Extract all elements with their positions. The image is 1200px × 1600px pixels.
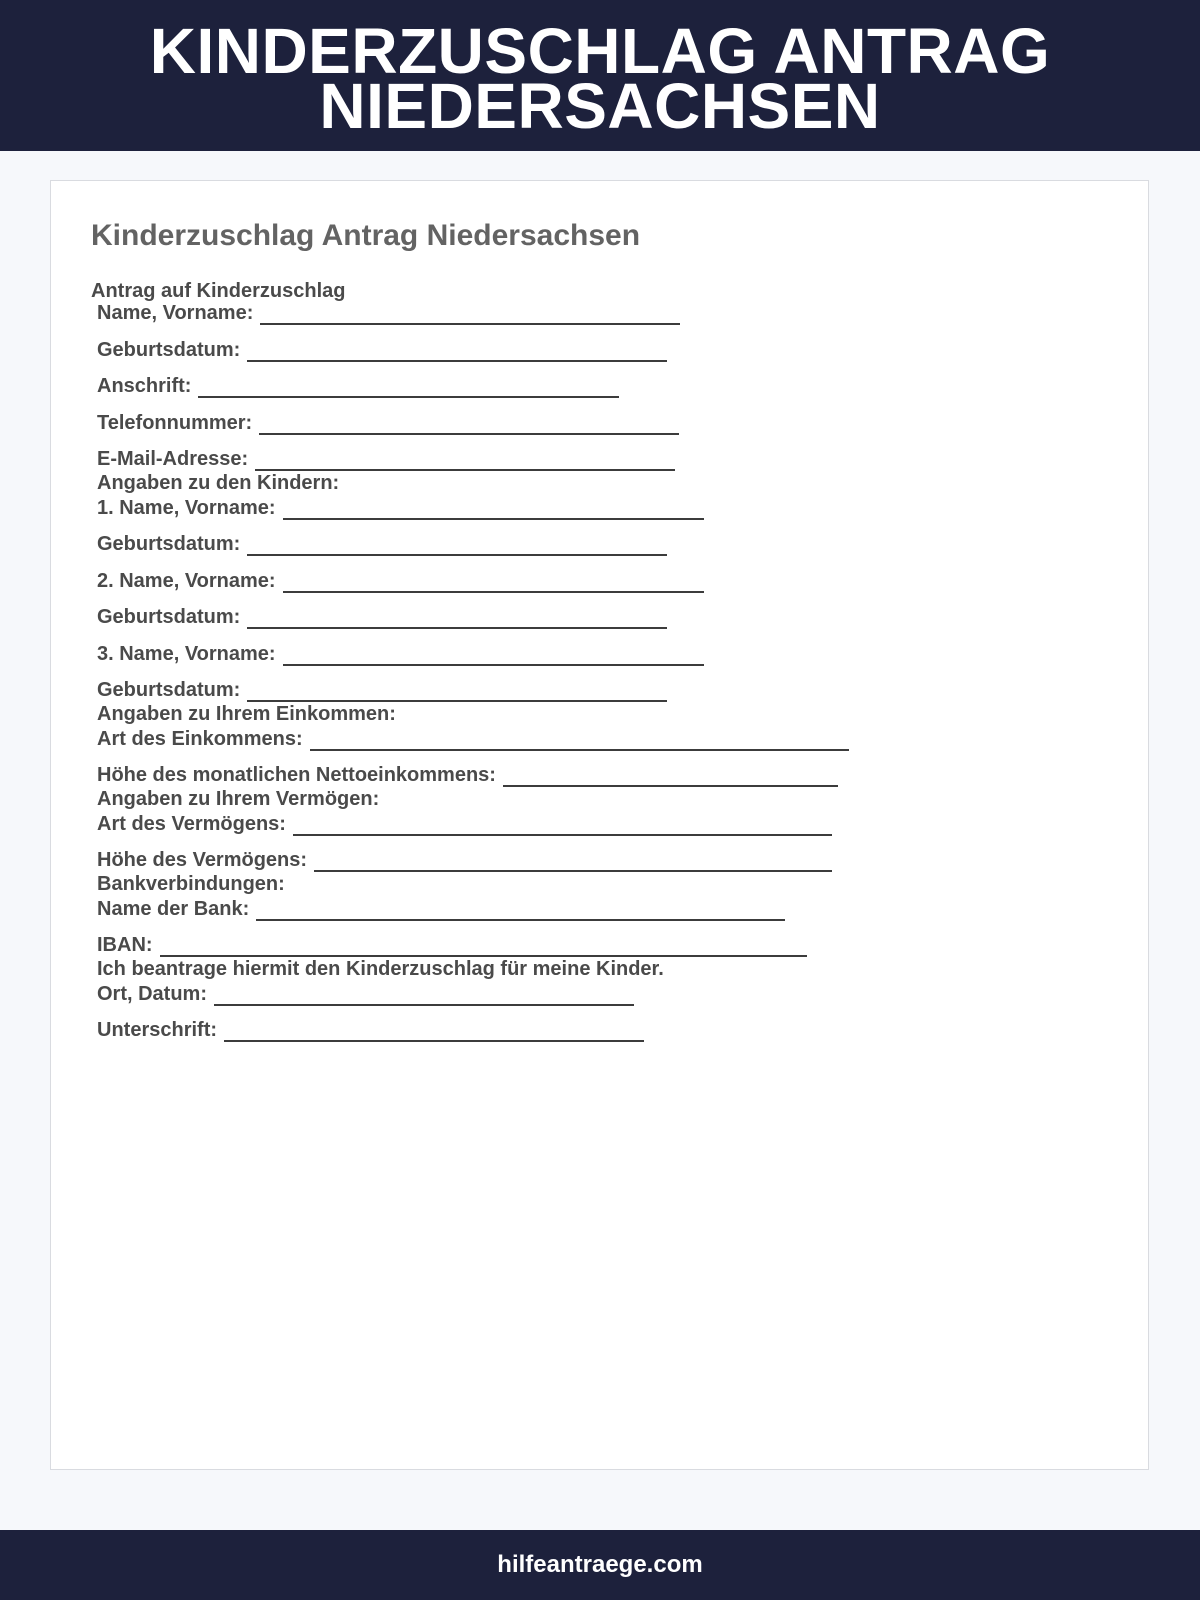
field-email-label: E-Mail-Adresse: [97, 448, 249, 470]
field-bank-name-label: Name der Bank: [97, 898, 250, 920]
field-address-label: Anschrift: [97, 375, 192, 397]
field-assets-type [97, 812, 832, 838]
field-bank-name-line[interactable] [256, 897, 785, 921]
field-child1-birthdate-line[interactable] [247, 532, 667, 556]
field-email-line[interactable] [255, 447, 675, 471]
field-signature-line[interactable] [224, 1018, 644, 1042]
field-name-label: Name, Vorname: [97, 302, 254, 324]
field-child2-birthdate [97, 605, 667, 631]
field-birthdate [97, 338, 667, 364]
field-phone [97, 411, 679, 437]
field-name [97, 301, 680, 327]
field-place-date-line[interactable] [214, 982, 634, 1006]
field-child1-birthdate-label: Geburtsdatum: [97, 533, 241, 555]
section-bank-heading: Bankverbindungen: [97, 873, 285, 895]
field-child3-birthdate-line[interactable] [247, 678, 667, 702]
field-signature-label: Unterschrift: [97, 1019, 218, 1041]
field-child2-name [97, 569, 704, 595]
field-child3-name [97, 642, 704, 668]
field-assets-amount [97, 848, 832, 874]
field-assets-amount-label: Höhe des Vermögens: [97, 849, 308, 871]
banner-title: KINDERZUSCHLAG ANTRAG NIEDERSACHSEN [149, 15, 1051, 142]
field-child1-name-label: 1. Name, Vorname: [97, 497, 276, 519]
section-income-heading: Angaben zu Ihrem Einkommen: [97, 703, 396, 725]
field-child1-name-line[interactable] [283, 496, 704, 520]
field-child3-birthdate [97, 678, 667, 704]
field-child3-name-line[interactable] [283, 642, 704, 666]
field-child2-birthdate-label: Geburtsdatum: [97, 606, 241, 628]
field-assets-type-line[interactable] [293, 812, 832, 836]
section-children-heading: Angaben zu den Kindern: [97, 472, 340, 494]
field-iban-label: IBAN: [97, 934, 153, 956]
field-child2-name-line[interactable] [283, 569, 704, 593]
section-assets-heading: Angaben zu Ihrem Vermögen: [97, 788, 380, 810]
field-iban [97, 933, 807, 959]
field-phone-label: Telefonnummer: [97, 412, 253, 434]
field-birthdate-label: Geburtsdatum: [97, 339, 241, 361]
document-heading: Kinderzuschlag Antrag Niedersachsen [91, 219, 641, 252]
field-assets-type-label: Art des Vermögens: [97, 813, 286, 835]
field-phone-line[interactable] [259, 411, 679, 435]
page-banner [0, 0, 1200, 151]
field-place-date [97, 982, 634, 1008]
field-address-line[interactable] [198, 374, 619, 398]
form-sheet [50, 180, 1149, 1470]
page-footer [0, 1530, 1200, 1600]
field-income-type [97, 727, 849, 753]
field-child2-birthdate-line[interactable] [247, 605, 667, 629]
field-signature [97, 1018, 644, 1044]
field-assets-amount-line[interactable] [314, 848, 832, 872]
declaration-text: Ich beantrage hiermit den Kinderzuschlag für meine Kinder. [97, 958, 664, 980]
field-birthdate-line[interactable] [247, 338, 667, 362]
field-address [97, 374, 619, 400]
field-net-income [97, 763, 838, 789]
field-income-type-line[interactable] [310, 727, 849, 751]
field-iban-line[interactable] [160, 933, 807, 957]
field-child1-name [97, 496, 704, 522]
document-subheading: Antrag auf Kinderzuschlag [91, 280, 346, 302]
field-net-income-label: Höhe des monatlichen Nettoeinkommens: [97, 764, 496, 786]
field-place-date-label: Ort, Datum: [97, 983, 207, 1005]
field-income-type-label: Art des Einkommens: [97, 728, 303, 750]
footer-site-link[interactable]: hilfeantraege.com [497, 1551, 703, 1578]
field-name-line[interactable] [260, 301, 680, 325]
field-bank-name [97, 897, 785, 923]
field-child2-name-label: 2. Name, Vorname: [97, 570, 276, 592]
field-child1-birthdate [97, 532, 667, 558]
field-net-income-line[interactable] [503, 763, 838, 787]
field-email [97, 447, 675, 473]
field-child3-name-label: 3. Name, Vorname: [97, 643, 276, 665]
field-child3-birthdate-label: Geburtsdatum: [97, 679, 241, 701]
